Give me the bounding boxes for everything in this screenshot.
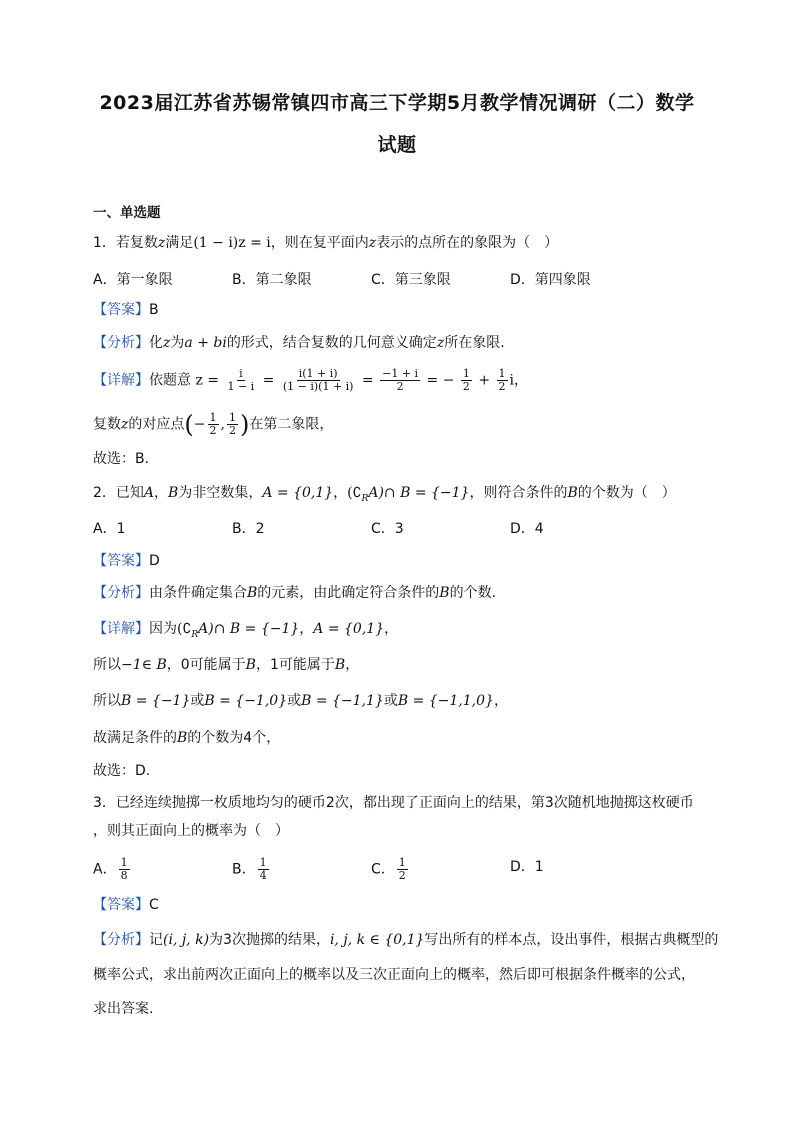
q1-var-z: z <box>368 235 377 251</box>
q3-option-c-fraction <box>397 857 408 882</box>
q2-detail-text: ， <box>299 621 314 637</box>
q1-option-a: A．第一象限 <box>93 272 173 288</box>
detail-tag: 【详解】 <box>93 372 149 389</box>
q2-analysis-text: 由条件确定集合 <box>149 585 247 601</box>
q2-detail-text: ，1可能属于 <box>255 657 335 673</box>
equals-sign: = <box>262 372 275 389</box>
q1-option-c: C．第三象限 <box>371 272 451 288</box>
q1-detail-text: 复数 <box>93 416 121 433</box>
q2-var-b: B <box>567 485 578 501</box>
q2-detail-line2 <box>93 655 359 675</box>
q3-option-a <box>93 857 132 882</box>
q1-answer <box>93 300 159 320</box>
q1-analysis-text: 所在象限. <box>444 335 505 351</box>
fraction-denominator: (1 − i)(1 + i) <box>282 380 354 393</box>
fraction-denominator: 2 <box>209 424 217 437</box>
q2-intersection: A)∩ B = {−1} <box>368 485 470 501</box>
fraction-numerator: 1 <box>462 367 470 380</box>
q2-stem-text: 的个数为（ ） <box>577 485 676 501</box>
q2-analysis-text: 的个数. <box>449 585 497 601</box>
fraction-numerator: 1 <box>209 411 217 424</box>
answer-tag: 【答案】 <box>93 553 149 569</box>
q3-answer-value: C <box>149 897 159 913</box>
q1-var-z: z <box>163 335 171 351</box>
q1-stem-text: 表示的点所在的象限为（ ） <box>376 235 559 251</box>
q2-option-d: D．4 <box>510 521 544 537</box>
q2-case-1: B = {−1} <box>121 693 191 709</box>
document-title-line2: 试题 <box>377 134 417 156</box>
detail-tag: 【详解】 <box>93 621 149 637</box>
q2-detail-text: 所以 <box>93 657 121 673</box>
q1-fraction-2 <box>281 368 356 393</box>
answer-tag: 【答案】 <box>93 897 149 913</box>
q2-case-3: B = {−1,1} <box>301 693 384 709</box>
fraction-numerator: 1 <box>398 856 406 869</box>
q2-answer <box>93 551 160 571</box>
q2-complement-sub: R <box>361 493 369 504</box>
q2-option-b: B．2 <box>232 521 265 537</box>
fraction-denominator: 4 <box>259 869 267 882</box>
analysis-tag: 【分析】 <box>93 932 149 948</box>
q2-conclusion: 故选：D. <box>93 763 151 779</box>
answer-tag: 【答案】 <box>93 302 149 318</box>
q1-form: a + bi <box>184 335 227 351</box>
q2-var-b: B <box>247 585 258 601</box>
q1-analysis-text: 的形式，结合复数的几何意义确定 <box>226 335 437 351</box>
q2-membership: −1∈ B <box>121 657 167 673</box>
q2-detail-text: ，0可能属于 <box>166 657 246 673</box>
q3-analysis-line3: 求出答案. <box>93 1001 154 1017</box>
q2-answer-value: D <box>149 553 160 569</box>
fraction-denominator: 1 − i <box>227 380 255 393</box>
q1-analysis-text: 化 <box>149 335 163 351</box>
equals-sign: = <box>361 372 374 389</box>
q2-or: 或 <box>287 693 302 709</box>
fraction-denominator: 2 <box>398 869 406 882</box>
q1-answer-value: B <box>149 302 159 318</box>
q2-stem-text: ， <box>333 485 348 501</box>
fraction-numerator: −1 + i <box>382 367 419 380</box>
plus-sign: + <box>478 372 491 389</box>
q2-stem-text: ， <box>154 485 169 501</box>
q1-var-z: z <box>121 416 129 433</box>
q3-tuple: (i, j, k) <box>163 932 210 948</box>
q1-stem <box>93 233 558 253</box>
q2-stem-text: 2．已知 <box>93 485 144 501</box>
fraction-numerator: 1 <box>120 856 128 869</box>
q1-analysis <box>93 333 505 353</box>
q2-set-a: A = {0,1} <box>313 621 385 637</box>
right-paren: ) <box>239 410 250 439</box>
q1-stem-text: 1．若复数 <box>93 235 158 251</box>
q2-analysis <box>93 583 496 603</box>
q2-detail-line4 <box>93 728 280 748</box>
q3-stem-line1: 3．已经连续抛掷一枚质地均匀的硬币2次，都出现了正面向上的结果，第3次随机地抛掷这枚硬币 <box>93 795 694 811</box>
q1-stem-text: 满足 <box>165 235 194 251</box>
minus-sign: − <box>193 416 206 433</box>
q1-detail-text: 的对应点 <box>128 416 185 433</box>
q1-point-line <box>93 412 333 437</box>
q1-var-z: z <box>157 235 166 251</box>
q1-point-x <box>208 412 219 437</box>
q2-detail-text: 所以 <box>93 693 121 709</box>
q1-eq-z: z = <box>195 372 220 389</box>
fraction-numerator: 1 <box>498 367 506 380</box>
q1-stem-text: ，则在复平面内 <box>270 235 369 251</box>
q2-intersection: A)∩ B = {−1} <box>198 621 300 637</box>
q1-fraction-5 <box>497 368 508 393</box>
q1-option-d: D．第四象限 <box>510 272 591 288</box>
option-label: C． <box>371 861 395 878</box>
q3-ijk-set: i, j, k ∈ {0,1} <box>329 932 425 948</box>
fraction-denominator: 2 <box>396 380 404 393</box>
q2-var-b: B <box>439 585 450 601</box>
q2-var-b: B <box>168 485 179 501</box>
q2-case-4: B = {−1,1,0} <box>397 693 494 709</box>
q2-detail <box>93 619 398 645</box>
q2-complement-sub: R <box>191 629 199 640</box>
fraction-numerator: i(1 + i) <box>298 367 338 380</box>
q2-detail-text: ， <box>345 657 360 673</box>
q2-detail-line3 <box>93 691 508 711</box>
q2-detail-text: 的个数为4个， <box>187 730 281 746</box>
q2-stem <box>93 483 676 509</box>
q3-option-a-fraction <box>119 857 130 882</box>
q3-analysis-text: 写出所有的样本点，设出事件，根据古典概型的 <box>424 932 719 948</box>
q1-equation: (1 − i)z = i <box>193 235 271 251</box>
q3-option-b <box>232 857 271 882</box>
q2-detail-text: ， <box>493 693 508 709</box>
q2-detail-text: 故满足条件的 <box>93 730 177 746</box>
q1-analysis-text: 为 <box>170 335 185 351</box>
fraction-denominator: 2 <box>498 380 506 393</box>
analysis-tag: 【分析】 <box>93 335 149 351</box>
comma: , <box>220 416 225 433</box>
q3-analysis-text: 为3次抛掷的结果， <box>209 932 330 948</box>
q3-analysis-line2: 概率公式，求出前两次正面向上的概率以及三次正面向上的概率，然后即可根据条件概率的公式， <box>93 967 695 983</box>
q3-option-b-fraction <box>258 857 269 882</box>
q1-detail-text: 在第二象限， <box>249 416 334 433</box>
q1-fraction-1 <box>225 368 256 393</box>
fraction-denominator: 8 <box>120 869 128 882</box>
q2-var-b: B <box>334 657 346 673</box>
q3-stem-line2: ，则其正面向上的概率为（ ） <box>93 823 289 839</box>
fraction-numerator: 1 <box>259 856 267 869</box>
q2-var-a: A <box>143 485 155 501</box>
q1-detail-text: 依题意 <box>149 372 191 389</box>
analysis-tag: 【分析】 <box>93 585 149 601</box>
q1-fraction-4 <box>461 368 472 393</box>
fraction-numerator: i <box>239 367 243 380</box>
q2-detail-text: 因为 <box>149 621 177 637</box>
q2-or: 或 <box>383 693 398 709</box>
q1-fraction-3 <box>380 368 420 393</box>
q2-case-2: B = {−1,0} <box>204 693 288 709</box>
q2-complement: (∁ <box>177 621 192 637</box>
q3-option-c <box>371 857 410 882</box>
q3-answer <box>93 895 159 915</box>
q2-stem-text: 为非空数集， <box>178 485 263 501</box>
q2-var-b: B <box>245 657 256 673</box>
fraction-denominator: 2 <box>462 380 470 393</box>
q2-var-b: B <box>177 730 188 746</box>
option-label: B． <box>232 861 256 878</box>
q1-option-b: B．第二象限 <box>232 272 312 288</box>
q3-analysis <box>93 930 718 950</box>
q2-option-a: A．1 <box>93 521 126 537</box>
q2-option-c: C．3 <box>371 521 404 537</box>
option-label: A． <box>93 861 117 878</box>
document-title-line1: 2023届江苏省苏锡常镇四市高三下学期5月教学情况调研（二）数学 <box>99 92 695 114</box>
q1-detail <box>93 368 528 393</box>
q1-point-y <box>227 412 238 437</box>
fraction-denominator: 2 <box>228 424 236 437</box>
q1-conclusion: 故选：B. <box>93 451 150 467</box>
q3-option-d: D．1 <box>510 859 544 875</box>
fraction-numerator: 1 <box>228 411 236 424</box>
q2-complement: (∁ <box>347 485 362 501</box>
q2-stem-text: ，则符合条件的 <box>469 485 568 501</box>
q2-or: 或 <box>190 693 205 709</box>
q1-var-z: z <box>436 335 445 351</box>
left-paren: ( <box>184 410 194 439</box>
q2-set-a: A = {0,1} <box>262 485 334 501</box>
q2-detail-text: ， <box>384 621 399 637</box>
section-heading: 一、单选题 <box>93 205 161 221</box>
q3-analysis-text: 记 <box>149 932 163 948</box>
q2-analysis-text: 的元素，由此确定符合条件的 <box>257 585 440 601</box>
minus-sign: = − <box>426 372 455 389</box>
q1-i-tail: i， <box>509 372 529 389</box>
